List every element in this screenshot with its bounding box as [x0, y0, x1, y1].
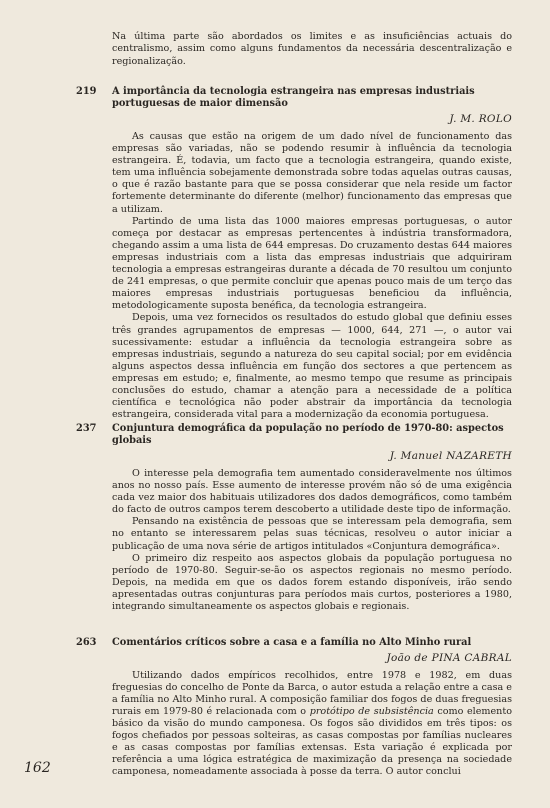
entry-body	[112, 670, 512, 779]
intro-paragraph: Na última parte são abordados os limites e as insuficiências actuais do centralismo, assim como alguns fundamentos da necessária descentralização e regionalização.	[112, 31, 512, 67]
entry-paragraph: Depois, uma vez fornecidos os resultados do estudo global que definiu esses três grandes agrupamentos de empresas — 1000, 644, 271 —, o autor vai sucessivamente: estudar a influência da tecnologia estrangeira sobre as empresas industriais, segundo a natureza do seu capital social; por em evidência alguns aspectos dessa influência em função dos sectores a que pertencem as empresas em estudo; e, finalmente, ao mesmo tempo que resume as principais conclusões do estudo, chamar a atenção para a necessidade de a política científica e tecnológica não poder abstrair da importância da tecnologia estrangeira, considerada vital para a modernização da economia portuguesa.	[112, 312, 512, 421]
entry-title: A importância da tecnologia estrangeira nas empresas industriais portuguesas de maior dimensão	[112, 86, 475, 109]
paragraph-text: como elemento básico da visão do mundo camponesa. Os fogos são divididos em três tipos: os fogos chefiados por pessoas solteiras, as casas compostas por famílias nucleares e as casas compostas por famílias extensas. Esta variação é explicada por referência a uma lógica estratégica de maximização da presença na sociedade camponesa, nomeadamente associada à posse da terra. O autor conclui	[112, 705, 512, 778]
entry-paragraph: O primeiro diz respeito aos aspectos globais da população portuguesa no período de 1970-80. Seguir-se-ão os aspectos regionais no mesmo período. Depois, na medida em que os dados forem estando disponíveis, irão sendo apresentadas outras conjunturas para períodos mais curtos, posteriores a 1980, integrando simultaneamente os aspectos globais e regionais.	[112, 552, 512, 613]
entry-header	[76, 637, 512, 649]
entry-header	[76, 423, 512, 446]
entry-author: J. Manuel NAZARETH	[389, 450, 512, 462]
abstract-entry	[76, 637, 512, 778]
entry-number: 237	[76, 423, 97, 434]
entry-number: 263	[76, 637, 97, 648]
page-number: 162	[24, 760, 51, 776]
italic-term: protótipo de subsistência	[309, 705, 434, 717]
entry-paragraph: As causas que estão na origem de um dado nível de funcionamento das empresas são variadas, não se podendo resumir à influência da tecnologia estrangeira. É, todavia, um facto que a tecnologia estrangeira, quando existe, tem uma influência sobejamente demonstrada sobre todas aquelas outras causas, o que é razão bastante para que se possa considerar que nela reside um factor fortemente determinante do diferente (melhor) funcionamento das empresas que a utilizam.	[112, 131, 512, 215]
entry-author: J. M. ROLO	[449, 113, 512, 125]
entry-paragraph: Partindo de uma lista das 1000 maiores empresas portuguesas, o autor começa por destacar as empresas pertencentes à indústria transformadora, chegando assim a uma lista de 644 empresas. Do cruzamento destas 644 maiores empresas industriais com a lista das empresas industriais que adquiriram tecnologia a empresas estrangeiras durante a década de 70 resultou um conjunto de 241 empresas, o que permite concluir que apenas pouco mais de um terço das maiores empresas industriais portuguesas beneficiou da influência, metodologicamente suposta benéfica, da tecnologia estrangeira.	[112, 215, 512, 312]
entry-title: Conjuntura demográfica da população no período de 1970-80: aspectos globais	[112, 423, 504, 446]
entry-paragraph: Pensando na existência de pessoas que se interessam pela demografia, sem no entanto se interessarem pelas suas técnicas, resolveu o autor iniciar a publicação de uma nova série de artigos intitulados «Conjuntura demográfica».	[112, 516, 512, 552]
entry-author: João de PINA CABRAL	[386, 651, 512, 664]
paragraph-text: Utilizando dados empíricos recolhidos, entre 1978 e 1982, em duas freguesias do concelho de Ponte da Barca, o autor estuda a relação entre a casa e a família no Alto Minho rural. A composição familiar dos fogos de duas freguesias rurais em 1979-80 é relacionada com o	[112, 669, 512, 717]
entry-title: Comentários críticos sobre a casa e a família no Alto Minho rural	[112, 637, 472, 648]
abstract-entry	[76, 86, 512, 421]
entry-paragraph: O interesse pela demografia tem aumentado consideravelmente nos últimos anos no nosso país. Esse aumento de interesse provém não só de uma exigência cada vez maior dos habituais utilizadores dos dados demográficos, como também do facto de outros campos terem descoberto a utilidade deste tipo de informação.	[112, 468, 512, 516]
entry-paragraph	[112, 670, 512, 779]
entry-number: 219	[76, 86, 97, 97]
entry-body	[112, 468, 512, 613]
entry-header	[76, 86, 512, 109]
entry-body	[112, 131, 512, 421]
abstract-entry	[76, 423, 512, 613]
